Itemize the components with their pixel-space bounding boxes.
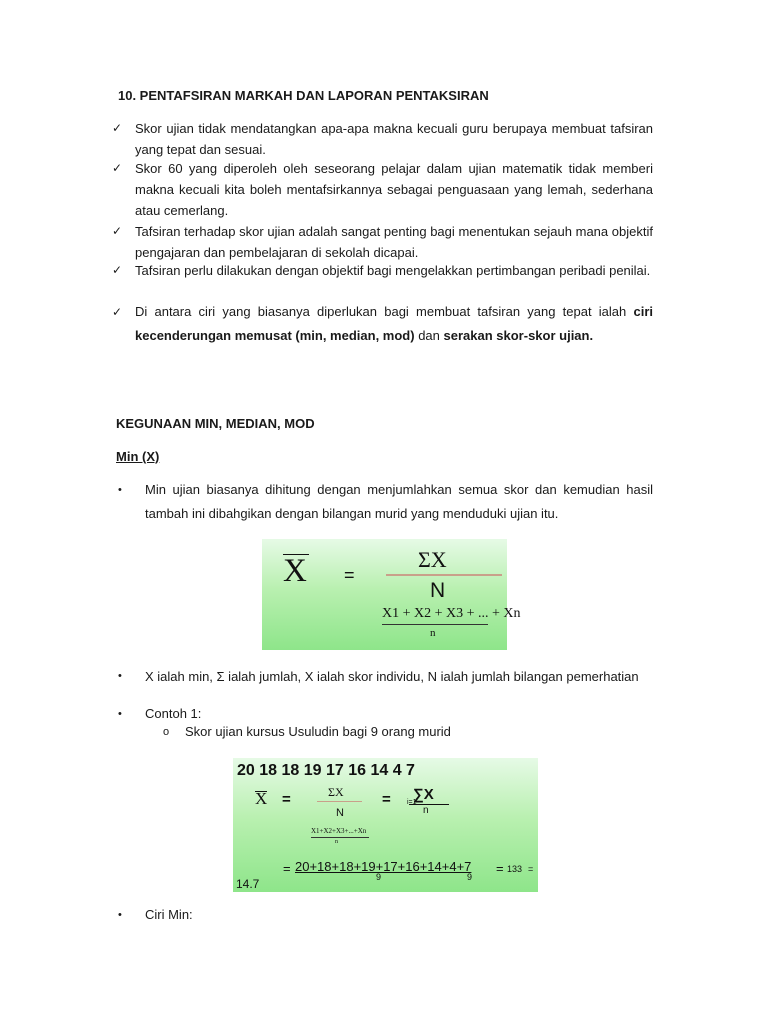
check-item-5-bold1: ciri kecenderungan memusat (min, median, mod): [135, 304, 653, 343]
example-calc-eq3: =: [528, 864, 534, 874]
formula-numerator: ΣX: [418, 547, 447, 572]
formula-denominator: N: [430, 579, 446, 602]
check-item-1: [112, 118, 653, 162]
checkmark-icon: ✓: [112, 121, 123, 135]
bullet-item-1: [118, 478, 653, 528]
bullet-icon: •: [118, 484, 122, 496]
bullet-icon: •: [118, 909, 122, 921]
example-equals-2: =: [382, 791, 391, 808]
bullet-item-text: Min ujian biasanya dihitung dengan menjumlahkan semua skor dan kemudian hasil tambah ini dibahgikan dengan bilangan murid yang menduduki ujian itu.: [145, 482, 653, 521]
example-small-expansion: X1+X2+X3+...+Xn: [311, 827, 367, 835]
check-item-5-bold2: serakan skor-skor ujian.: [443, 328, 594, 343]
checkmark-icon: ✓: [112, 263, 123, 277]
kegunaan-title: KEGUNAAN MIN, MEDIAN, MOD: [116, 416, 315, 431]
check-item-text: Skor 60 yang diperoleh oleh seseorang pelajar dalam ujian matematik tidak memberi makna kecuali kita boleh mentafsirkannya sebagai penguasaan yang lemah, sederhana atau cemerlang.: [135, 161, 653, 218]
check-item-text: [135, 300, 653, 348]
check-item-text: Tafsiran terhadap skor ujian adalah sangat penting bagi menentukan sejauh mana objektif pengajaran dan pembelajaran di sekolah dicapai.: [135, 224, 653, 260]
formula-expansion-line: [382, 624, 488, 625]
checkmark-icon: ✓: [112, 305, 123, 319]
formula-overline: [283, 554, 309, 555]
check-item-2: [112, 158, 653, 222]
example-overline: [255, 791, 267, 792]
example-calc-total: 133: [507, 864, 523, 874]
bullet-item-2: [118, 665, 653, 709]
example-formula-box: [233, 758, 538, 892]
bullet-item-text: X ialah min, Σ ialah jumlah, X ialah skor individu, N ialah jumlah bilangan pemerhatian: [145, 669, 639, 684]
section-title: 10. PENTAFSIRAN MARKAH DAN LAPORAN PENTAKSIRAN: [118, 88, 489, 103]
example-calc-sum: 20+18+18+19+17+16+14+4+7: [295, 859, 472, 874]
bullet-item-4: [118, 905, 653, 929]
bullet-item-text: Contoh 1:: [145, 706, 202, 721]
example-fraction-line: [317, 801, 362, 802]
formula-fraction-line: [386, 574, 502, 576]
formula-expansion-text: X1 + X2 + X3 + ... + Xn: [382, 606, 521, 621]
checkmark-icon: ✓: [112, 161, 123, 175]
example-sum-index: i=1: [407, 799, 417, 806]
sub-item-1: [163, 723, 563, 743]
example-scores: 20 18 18 19 17 16 14 4 7: [237, 762, 415, 779]
example-numerator: ΣX: [328, 785, 344, 799]
min-title: Min (X): [116, 449, 160, 464]
example-mean-symbol: X: [255, 789, 268, 808]
example-small-line: [311, 837, 369, 838]
check-item-text: Skor ujian tidak mendatangkan apa-apa makna kecuali guru berupaya membuat tafsiran yang tepat dan sesuai.: [135, 121, 653, 157]
check-item-4: [112, 260, 653, 304]
bullet-icon: •: [118, 670, 122, 682]
example-calc-divisor-2: 9: [467, 872, 473, 882]
example-calc-eq2: =: [496, 861, 504, 876]
bullet-icon: •: [118, 708, 122, 720]
example-calc-divisor: 9: [376, 872, 382, 882]
formula-equals: =: [344, 565, 355, 585]
check-item-text: Tafsiran perlu dilakukan dengan objektif bagi mengelakkan pertimbangan peribadi penilai.: [135, 263, 651, 278]
checkmark-icon: ✓: [112, 224, 123, 238]
mean-formula-box: [262, 539, 521, 650]
example-sum-glyph: ∑X: [413, 786, 434, 803]
example-equals-1: =: [282, 791, 291, 808]
example-sum-line: [409, 804, 449, 805]
check-item-5-before: Di antara ciri yang biasanya diperlukan bagi membuat tafsiran yang tepat ialah: [135, 304, 627, 319]
example-small-denominator: n: [335, 839, 338, 845]
example-denominator: N: [336, 807, 344, 819]
sub-bullet-icon: o: [163, 726, 170, 738]
formula-expansion: [382, 606, 521, 622]
formula-expansion-denominator: n: [430, 627, 436, 639]
example-sum-denominator: n: [423, 805, 429, 816]
check-item-3: [112, 221, 653, 265]
check-item-5: [112, 300, 653, 372]
check-item-5-middle: dan: [418, 328, 440, 343]
example-result: 14.7: [236, 877, 260, 891]
sub-item-text: Skor ujian kursus Usuludin bagi 9 orang murid: [185, 724, 451, 739]
formula-mean-symbol: X: [283, 553, 307, 589]
example-calc-eq: =: [283, 861, 291, 876]
bullet-item-text: Ciri Min:: [145, 907, 193, 922]
